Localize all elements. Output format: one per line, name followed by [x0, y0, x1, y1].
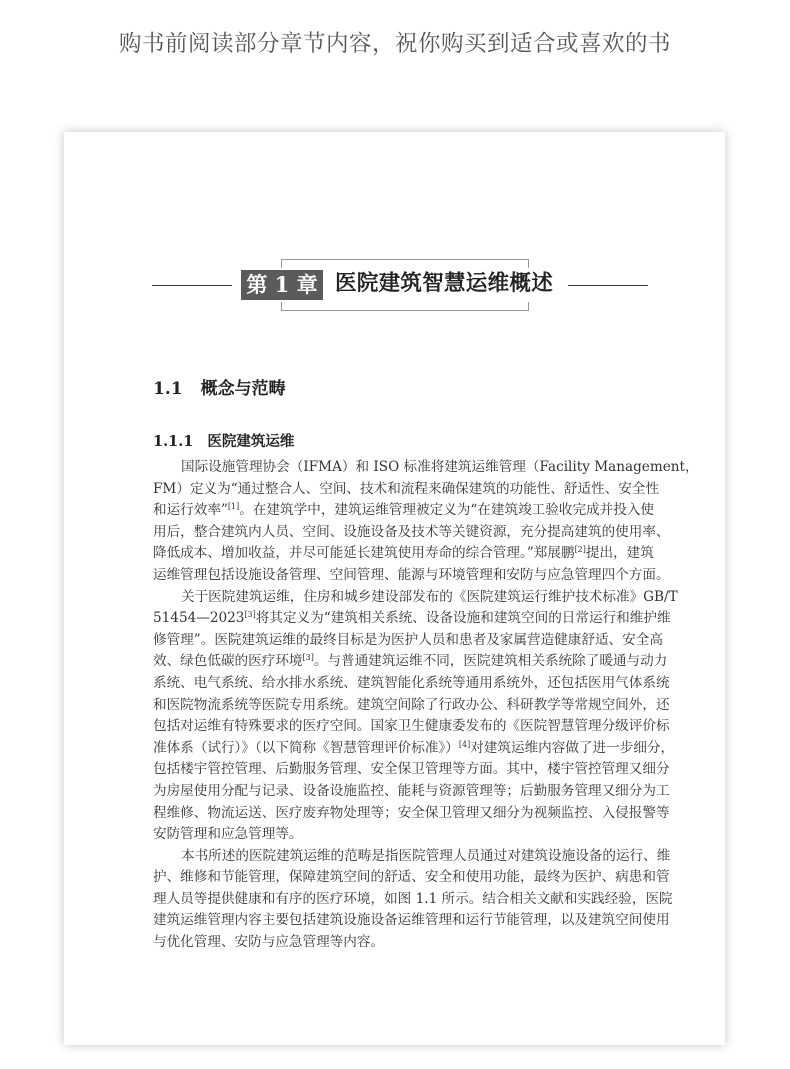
text-line: 理人员等提供健康和有序的医疗环境，如图 1.1 所示。结合相关文献和实践经验，医院 — [153, 890, 673, 907]
text-line: 51454—2023[3]将其定义为“建筑相关系统、设备设施和建筑空间的日常运行和维护维 — [153, 610, 671, 627]
citation-ref: [1] — [227, 502, 240, 512]
section-title: 概念与范畴 — [200, 379, 286, 399]
title-bracket-bottom — [281, 302, 529, 311]
body-text — [153, 457, 699, 954]
text-line: FM）定义为“通过整合人、空间、技术和流程来确保建筑的功能性、舒适性、安全性 — [153, 480, 660, 497]
citation-ref: [4] — [458, 739, 471, 749]
text-line: 安防管理和应急管理等。 — [153, 826, 303, 843]
text-line: 建筑运维管理内容主要包括建筑设施设备运维管理和运行节能管理，以及建筑空间使用 — [153, 912, 670, 929]
text-line: 护、维修和节能管理，保障建筑空间的舒适、安全和使用功能，最终为医护、病患和管 — [153, 869, 670, 886]
text-line: 和医院物流系统等医院专用系统。建筑空间除了行政办公、科研教学等常规空间外，还 — [153, 696, 670, 713]
subsection-number: 1.1.1 — [153, 433, 194, 450]
title-rule-right — [568, 285, 648, 286]
subsection-heading — [153, 430, 294, 451]
text-line: 国际设施管理协会（IFMA）和 ISO 标准将建筑运维管理（Facility Management， — [181, 459, 699, 475]
text-line: 准体系（试行）》（以下简称《智慧管理评价标准》）[4]对建筑运维内容做了进一步细分， — [153, 739, 675, 756]
chapter-label: 第 1 章 — [241, 270, 323, 300]
text-line: 运维管理包括设施设备管理、空间管理、能源与环境管理和安防与应急管理四个方面。 — [153, 566, 670, 583]
subsection-title: 医院建筑运维 — [207, 433, 295, 450]
text-line: 系统、电气系统、给水排水系统、建筑智能化系统等通用系统外，还包括医用气体系统 — [153, 674, 670, 691]
text-line: 为房屋使用分配与记录、设备设施监控、能耗与资源管理等；后勤服务管理又细分为工 — [153, 782, 670, 799]
text-line: 降低成本、增加收益，并尽可能延长建筑使用寿命的综合管理。”郑展鹏[2]提出，建筑 — [153, 545, 654, 562]
text-line: 与优化管理、安防与应急管理等内容。 — [153, 934, 385, 951]
text-line: 包括对运维有特殊要求的医疗空间。国家卫生健康委发布的《医院智慧管理分级评价标 — [153, 718, 670, 735]
title-rule-left — [152, 285, 232, 286]
paragraph — [153, 846, 673, 954]
title-bracket-top — [281, 259, 529, 268]
citation-ref: [3] — [244, 610, 256, 620]
text-line: 效、绿色低碳的医疗环境[3]。与普通建筑运维不同，医院建筑相关系统除了暖通与动力 — [153, 653, 668, 670]
section-heading — [153, 374, 286, 399]
chapter-title: 医院建筑智慧运维概述 — [335, 271, 554, 296]
text-line: 修管理”。医院建筑运维的最终目标是为医护人员和患者及家属营造健康舒适、安全高 — [153, 631, 663, 648]
text-line: 关于医院建筑运维，住房和城乡建设部发布的《医院建筑运行维护技术标准》GB/T — [181, 588, 678, 605]
text-line: 和运行效率”[1]。在建筑学中，建筑运维管理被定义为“在建筑竣工验收完成并投入使 — [153, 502, 655, 519]
book-page — [64, 132, 725, 1045]
text-line: 本书所述的医院建筑运维的范畴是指医院管理人员通过对建筑设施设备的运行、维 — [181, 847, 671, 864]
paragraph — [153, 457, 699, 587]
text-line: 包括楼宇管控管理、后勤服务管理、安全保卫管理等方面。其中，楼宇管控管理又细分 — [153, 761, 670, 778]
paragraph — [153, 587, 678, 846]
citation-ref: [2] — [574, 545, 586, 555]
text-line: 程维修、物流运送、医疗废弃物处理等；安全保卫管理又细分为视频监控、入侵报警等 — [153, 804, 670, 821]
preview-banner: 购书前阅读部分章节内容，祝你购买到适合或喜欢的书 — [118, 31, 671, 57]
text-line: 用后，整合建筑内人员、空间、设施设备及技术等关键资源，充分提高建筑的使用率、 — [153, 523, 670, 540]
section-number: 1.1 — [153, 379, 183, 399]
citation-ref: [3] — [302, 653, 314, 663]
